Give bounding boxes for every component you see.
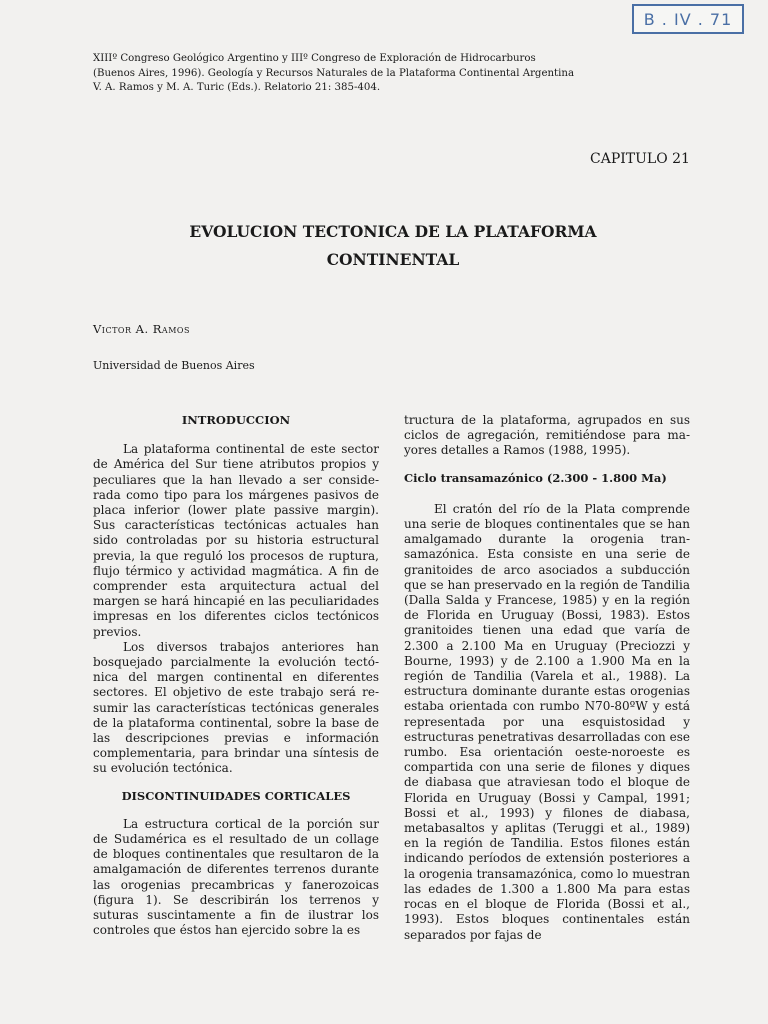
author-affiliation: Universidad de Buenos Aires bbox=[93, 359, 255, 372]
page-title bbox=[120, 218, 666, 274]
title-line: EVOLUCION TECTONICA DE LA PLATAFORMA bbox=[189, 222, 597, 241]
section-heading-introduccion: INTRODUCCION bbox=[181, 413, 291, 427]
left-column bbox=[93, 413, 379, 939]
paragraph: La plataforma continental de este sector de América del Sur tiene atributos propios y peculiares que la han llevado a ser considerada como tipo para los márgenes pasivos de placa inferior (lower plate passive margin). Sus características tectónicas actuales han sido controladas por su historia estructural previa, la que reguló los procesos de ruptura, flujo térmico y actividad magmática. A fin de comprender esta arquitectura actual del margen se hará hincapié en las peculiaridades impresas en los diferentes ciclos tectónicos previos. bbox=[93, 442, 379, 639]
header-line: V. A. Ramos y M. A. Turic (Eds.). Relatorio 21: 385-404. bbox=[93, 82, 381, 93]
right-column bbox=[404, 413, 690, 943]
section-heading-ciclo-transamazonico: Ciclo transamazónico (2.300 - 1.800 Ma) bbox=[404, 470, 667, 485]
paragraph: Los diversos trabajos anteriores han bosquejado parcialmente la evolución tectónica del margen continental en diferentes sectores. El objetivo de este trabajo será resumir las características tectónicas generales de la plataforma continental, sobre la base de las descripciones previas e información complementaria, para brindar una síntesis de su evolución tectónica. bbox=[93, 639, 379, 776]
header-line: (Buenos Aires, 1996). Geología y Recursos Naturales de la Plataforma Continental Argentina bbox=[93, 67, 575, 79]
catalog-stamp: B . IV . 71 bbox=[632, 4, 744, 34]
paragraph: tructura de la plataforma, agrupados en sus ciclos de agregación, remitiéndose para mayores detalles a Ramos (1988, 1995). bbox=[404, 413, 690, 458]
author-name: Victor A. Ramos bbox=[93, 322, 190, 336]
section-heading-discontinuidades: DISCONTINUIDADES CORTICALES bbox=[121, 788, 351, 803]
paragraph: El cratón del río de la Plata comprende una serie de bloques continentales que se han amalgamado durante la orogenia transamazónica. Esta consiste en una serie de granitoides de arco asociados a subducción que se han preservado en la región de Tandilia (Dalla Salda y Francese, 1985) y en la región de Florida en Uruguay (Bossi, 1983). Estos granitoides tienen una edad que varía de 2.300 a 2.100 Ma en Uruguay (Preciozzi y Bourne, 1993) y de 2.100 a 1.900 Ma en la región de Tandilia (Varela et al., 1988). La estructura dominante durante estas orogenias estaba orientada con rumbo N70-80ºW y está representada por una esquistosidad y estructuras penetrativas desarrolladas con ese rumbo. Esa orientación oeste-noroeste es compartida con una serie de filones y diques de diabasa que atraviesan todo el bloque de Florida en Uruguay (Bossi y Campal, 1991; Bossi et al., 1993) y filones de diabasa, metabasaltos y aplitas (Teruggi et al., 1989) en la región de Tandilia. Estos filones están indicando períodos de extensión posteriores a la orogenia transamazónica, como lo muestran las edades de 1.300 a 1.800 Ma para estas rocas en el bloque de Florida (Bossi et al., 1993). Estos bloques continentales están separados por fajas de bbox=[404, 501, 690, 942]
chapter-label: CAPITULO 21 bbox=[590, 151, 690, 167]
title-line: CONTINENTAL bbox=[326, 250, 460, 269]
publication-header bbox=[93, 52, 574, 96]
paragraph: La estructura cortical de la porción sur de Sudamérica es el resultado de un collage de bloques continentales que resultaron de la amalgamación de diferentes terrenos durante las orogenias precambricas y fanerozoicas (figura 1). Se describirán los terrenos y suturas suscintamente a fin de ilustrar los controles que éstos han ejercido sobre la es bbox=[93, 816, 379, 938]
header-line: XIIIº Congreso Geológico Argentino y IIIº Congreso de Exploración de Hidrocarburos bbox=[93, 53, 536, 64]
